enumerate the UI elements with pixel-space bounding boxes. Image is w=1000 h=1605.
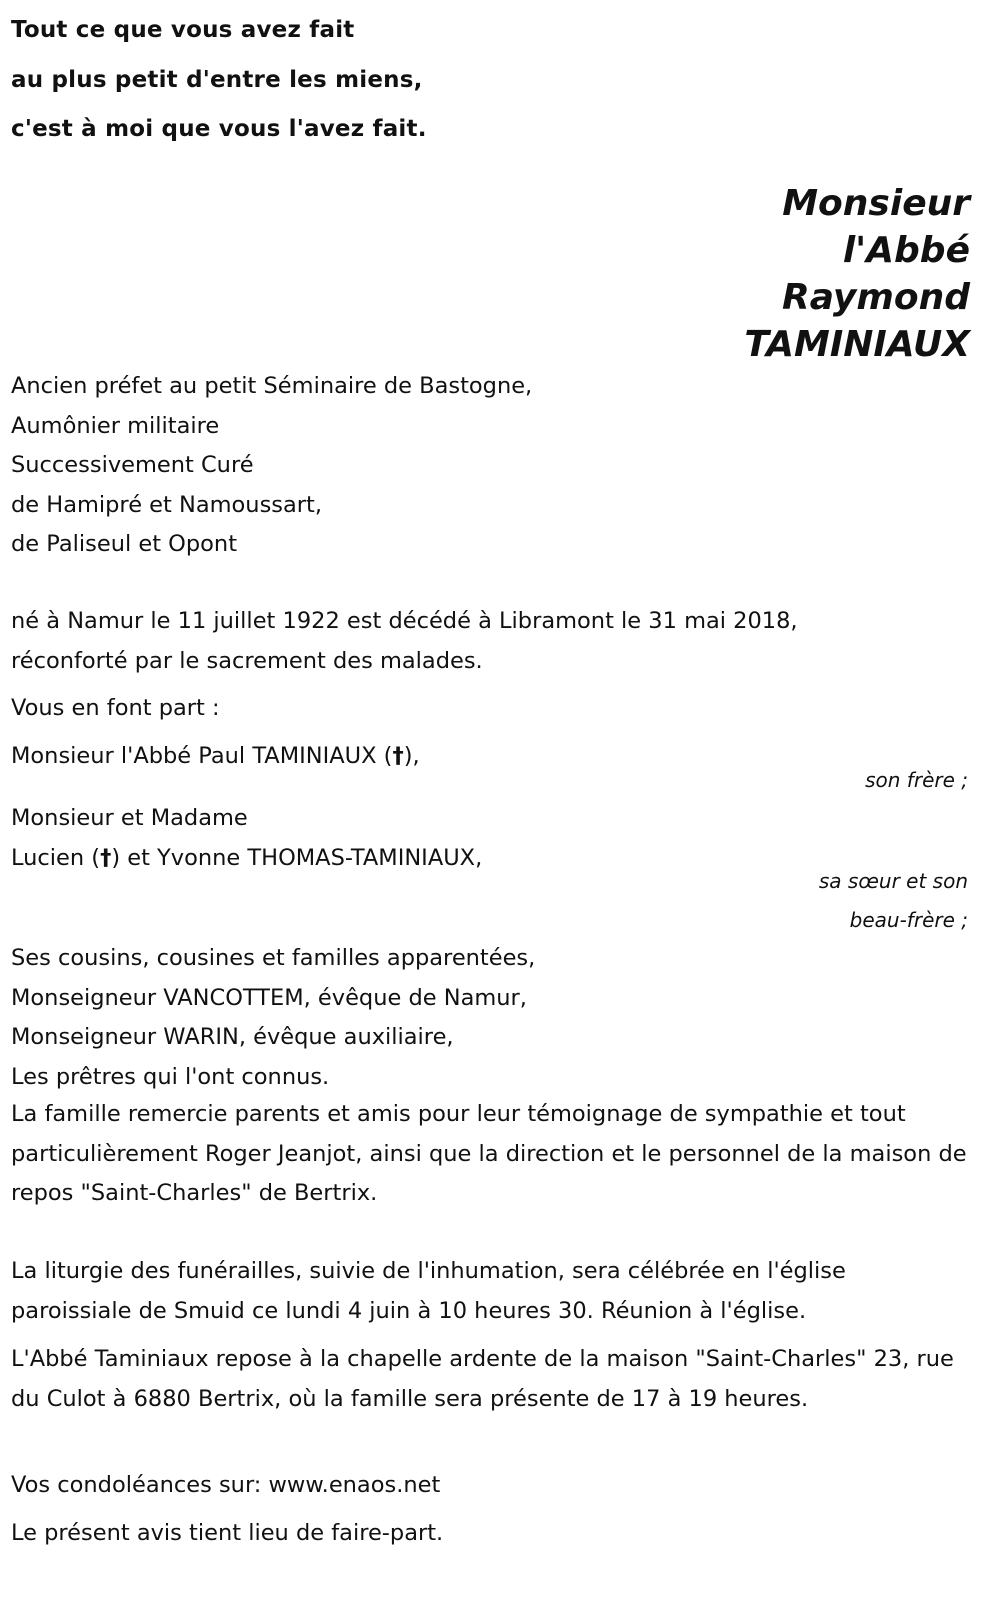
others-line: Monseigneur VANCOTTEM, évêque de Namur, bbox=[11, 984, 527, 1011]
deceased-title-1: Monsieur bbox=[782, 183, 970, 224]
others-line: Monseigneur WARIN, évêque auxiliaire, bbox=[11, 1024, 454, 1050]
brother-role: son frère ; bbox=[865, 768, 968, 792]
others-line: Les prêtres qui l'ont connus. bbox=[11, 1063, 330, 1090]
career-line: Ancien préfet au petit Séminaire de Bastogne, bbox=[11, 373, 533, 399]
epigraph-line: au plus petit d'entre les miens, bbox=[11, 66, 423, 93]
birth-death-line: réconforté par le sacrement des malades. bbox=[11, 647, 483, 674]
career-line: de Paliseul et Opont bbox=[11, 531, 238, 557]
deceased-name bbox=[744, 180, 970, 368]
epigraph-line: Tout ce que vous avez fait bbox=[11, 17, 355, 43]
deceased-last-name: TAMINIAUX bbox=[744, 324, 970, 365]
condolences-line: Vos condoléances sur: www.enaos.net bbox=[11, 1472, 441, 1498]
sister-name-suffix: ) et Yvonne THOMAS-TAMINIAUX, bbox=[111, 844, 483, 871]
brother-line bbox=[11, 737, 978, 777]
birth-death-line: né à Namur le 11 juillet 1922 est décédé à Libramont le 31 mai 2018, bbox=[11, 608, 798, 634]
career-line: de Hamipré et Namoussart, bbox=[11, 491, 323, 518]
sister-role bbox=[819, 862, 968, 940]
deceased-first-name: Raymond bbox=[781, 277, 970, 318]
sister-role-line: sa sœur et son bbox=[818, 869, 968, 893]
others-line: Ses cousins, cousines et familles apparentées, bbox=[11, 945, 536, 971]
epigraph bbox=[11, 6, 427, 155]
notice-line: Le présent avis tient lieu de faire-part. bbox=[11, 1520, 444, 1546]
birth-death-block bbox=[11, 602, 978, 681]
sister-name-prefix: Lucien ( bbox=[11, 844, 101, 871]
intro-line: Vous en font part : bbox=[11, 695, 220, 721]
thanks-paragraph: La famille remercie parents et amis pour leur témoignage de sympathie et tout particulièrement Roger Jeanjot, ainsi que la direction et le personnel de la maison de repos "Saint-Charles" de Bertrix. bbox=[11, 1101, 967, 1206]
cross-icon: † bbox=[392, 743, 404, 769]
brother-name-prefix: Monsieur l'Abbé Paul TAMINIAUX ( bbox=[11, 743, 393, 769]
brother-name-suffix: ), bbox=[403, 743, 420, 769]
sister-role-line: beau-frère ; bbox=[849, 908, 968, 932]
chapel-paragraph: L'Abbé Taminiaux repose à la chapelle ardente de la maison "Saint-Charles" 23, rue du Culot à 6880 Bertrix, où la famille sera présente de 17 à 19 heures. bbox=[11, 1346, 954, 1412]
epigraph-line: c'est à moi que vous l'avez fait. bbox=[11, 116, 427, 142]
sister-line-1: Monsieur et Madame bbox=[11, 805, 248, 831]
career-line: Aumônier militaire bbox=[11, 412, 220, 439]
cross-icon: † bbox=[100, 844, 112, 871]
deceased-title-2: l'Abbé bbox=[842, 230, 970, 271]
career-line: Successivement Curé bbox=[11, 452, 254, 478]
liturgy-paragraph: La liturgie des funérailles, suivie de l'inhumation, sera célébrée en l'église paroissiale de Smuid ce lundi 4 juin à 10 heures 30. Réunion à l'église. bbox=[11, 1258, 846, 1324]
others-block bbox=[11, 939, 978, 1097]
career-block bbox=[11, 367, 978, 565]
